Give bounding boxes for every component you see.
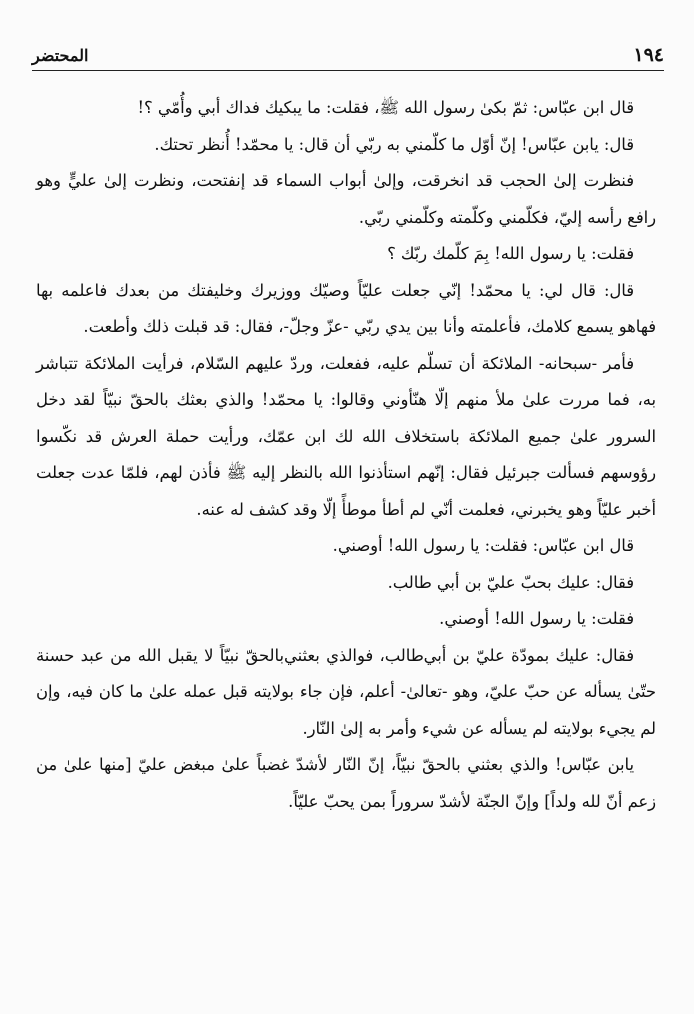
paragraph: قال ابن عبّاس: ثمّ بكىٰ رسول الله ﷺ، فقلت: ما يبكيك فداك أبي وأُمّي ؟! — [137, 98, 634, 117]
body-text — [36, 90, 656, 820]
paragraph: قال ابن عبّاس: فقلت: يا رسول الله! أوصني. — [332, 536, 634, 555]
paragraph: قال: قال لي: يا محمّد! إنّي جعلت عليّاً وصيّك ووزيرك وخليفتك من بعدك فاعلمه بها فهاهو يسمع كلامك، فأعلمته وأنا بين يدي ربّي -عزّ وجلّ-، فقال: قد قبلت ذلك وأطعت. — [36, 280, 656, 336]
page-number: ١٩٤ — [633, 44, 664, 66]
page-header — [32, 40, 664, 71]
paragraph: فقال: عليك بحبّ عليّ بن أبي طالب. — [387, 572, 634, 592]
paragraph: قال: يابن عبّاس! إنّ أوّل ما كلّمني به ربّي أن قال: يا محمّد! أُنظر تحتك. — [154, 134, 634, 154]
running-title: المحتضر — [32, 46, 89, 65]
paragraph: فقلت: يا رسول الله! بِمَ كلّمك ربّك ؟ — [387, 244, 634, 263]
paragraph: فقلت: يا رسول الله! أوصني. — [439, 609, 634, 628]
paragraph: فأمر -سبحانه- الملائكة أن تسلّم عليه، ففعلت، وردّ عليهم السّلام، فرأيت الملائكة تتباشر به، فما مررت علىٰ ملأ منهم إلّا هنّأوني وقالوا: يا محمّد! والذي بعثك بالحقّ نبيّاً لقد دخل السرور علىٰ جميع الملائكة باستخلاف الله لك ابن عمّك، ورأيت حملة العرش قد نكّسوا رؤوسهم فسألت جبرئيل فقال: إنّهم استأذنوا الله بالنظر إليه ﷺ فأذن لهم، فلمّا عدت جعلت أخبر عليّاً وهو يخبرني، فعلمت أنّي لم أطأ موطأً إلّا وقد كشف له عنه. — [36, 353, 656, 519]
paragraph: فنظرت إلىٰ الحجب قد انخرقت، وإلىٰ أبواب السماء قد إنفتحت، ونظرت إلىٰ عليٍّ وهو رافع رأسه إليّ، فكلّمني وكلّمته وكلّمني ربّي. — [36, 171, 656, 227]
paragraph: يابن عبّاس! والذي بعثني بالحقّ نبيّاً، إنّ النّار لأشدّ غضباً علىٰ مبغض عليّ [منها علىٰ من زعم أنّ لله ولداً] وإنّ الجنّة لأشدّ سروراً بمن يحبّ عليّاً. — [36, 755, 656, 811]
paragraph: فقال: عليك بمودّة عليّ بن أبي‌طالب، فوالذي بعثني‌بالحقّ نبيّاً لا يقبل الله من عبد حسنة حتّىٰ يسأله عن حبّ عليّ، وهو -تعالىٰ- أعلم، فإن جاء بولايته قبل عمله علىٰ ما كان فيه، وإن لم يجيء بولايته لم يسأله عن شيء وأمر به إلىٰ النّار. — [36, 645, 656, 738]
